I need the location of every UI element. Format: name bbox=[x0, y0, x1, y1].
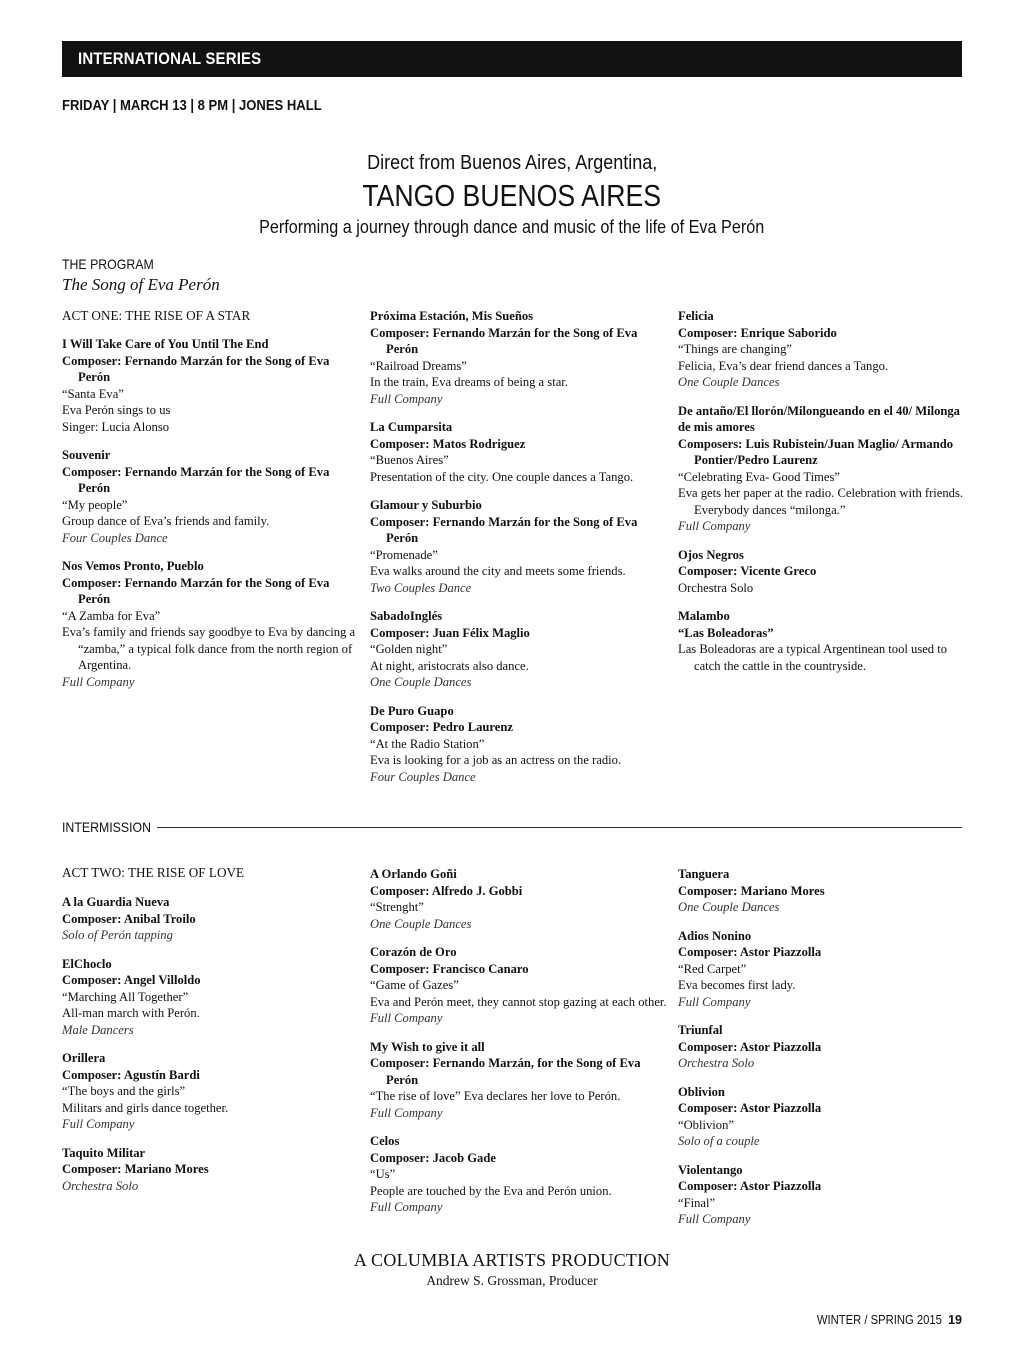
piece-description: “The rise of love” Eva declares her love to Perón. bbox=[370, 1089, 621, 1103]
piece-description: “Santa Eva” bbox=[62, 386, 124, 401]
piece-description: People are touched by the Eva and Perón union. bbox=[370, 1183, 612, 1198]
piece-performers: Full Company bbox=[678, 994, 751, 1009]
piece-title: A Orlando Goñi bbox=[370, 867, 457, 881]
piece-performers: One Couple Dances bbox=[370, 675, 472, 689]
act2-col1 bbox=[62, 894, 362, 1206]
piece-composer: Composer: Astor Piazzolla bbox=[678, 1101, 822, 1115]
piece-composer: Composer: Mariano Mores bbox=[62, 1162, 209, 1176]
piece-description: Orchestra Solo bbox=[678, 580, 754, 595]
piece-description: “Things are changing” bbox=[678, 342, 792, 356]
piece-performers: One Couple Dances bbox=[678, 375, 780, 389]
series-label: INTERNATIONAL SERIES bbox=[78, 49, 262, 68]
page-subtitle bbox=[0, 217, 1024, 238]
piece-description: “Celebrating Eva- Good Times” bbox=[678, 469, 840, 484]
piece-description: “Golden night” bbox=[370, 642, 448, 656]
piece-description: “Oblivion” bbox=[678, 1117, 734, 1132]
piece-composer: Composer: Alfredo J. Gobbi bbox=[370, 883, 523, 898]
act-two-heading: ACT TWO: THE RISE OF LOVE bbox=[62, 865, 245, 880]
program-piece bbox=[62, 1050, 362, 1133]
piece-description: Eva walks around the city and meets some friends. bbox=[370, 564, 626, 578]
piece-description: Militars and girls dance together. bbox=[62, 1100, 229, 1115]
program-piece bbox=[678, 928, 978, 1011]
program-label: THE PROGRAM bbox=[62, 256, 154, 272]
piece-description: Presentation of the city. One couple dances a Tango. bbox=[370, 469, 634, 484]
piece-composer: “Las Boleadoras” bbox=[678, 625, 774, 640]
piece-composer: Composer: Enrique Saborido bbox=[678, 325, 837, 340]
page-number: 19 bbox=[948, 1313, 962, 1327]
piece-title: Adios Nonino bbox=[678, 928, 752, 943]
piece-title: Malambo bbox=[678, 609, 730, 623]
piece-description: “My people” bbox=[62, 497, 128, 512]
event-dateline: FRIDAY | MARCH 13 | 8 PM | JONES HALL bbox=[62, 98, 322, 114]
piece-description: “Strenght” bbox=[370, 900, 424, 914]
page-footer bbox=[803, 1313, 962, 1327]
program-piece bbox=[370, 866, 670, 932]
piece-composer: Composer: Astor Piazzolla bbox=[678, 945, 822, 959]
title-pre bbox=[0, 152, 1024, 175]
program-piece bbox=[62, 956, 362, 1039]
piece-title: De Puro Guapo bbox=[370, 703, 454, 718]
piece-composer: Composer: Francisco Canaro bbox=[370, 961, 529, 976]
program-piece bbox=[370, 308, 670, 407]
piece-composer: Composer: Anibal Troilo bbox=[62, 911, 196, 926]
program-piece bbox=[678, 547, 968, 597]
act1-col2 bbox=[370, 308, 670, 797]
intermission-divider bbox=[62, 819, 962, 837]
act2-col3 bbox=[678, 866, 978, 1240]
piece-composer: Composer: Jacob Gade bbox=[370, 1150, 496, 1165]
piece-performers: Full Company bbox=[370, 1011, 443, 1025]
act2-col2 bbox=[370, 866, 670, 1228]
piece-description: “Promenade” bbox=[370, 547, 438, 562]
piece-composer: Composer: Fernando Marzán for the Song of Eva Perón bbox=[370, 514, 638, 545]
piece-description: “Final” bbox=[678, 1195, 716, 1210]
piece-title: Oblivion bbox=[678, 1084, 725, 1099]
program-piece bbox=[370, 944, 670, 1027]
piece-composer: Composer: Pedro Laurenz bbox=[370, 720, 513, 734]
piece-description: At night, aristocrats also dance. bbox=[370, 658, 529, 673]
program-piece bbox=[62, 894, 362, 944]
piece-title: Triunfal bbox=[678, 1023, 723, 1037]
piece-title: Taquito Militar bbox=[62, 1145, 146, 1160]
piece-description: All-man march with Perón. bbox=[62, 1006, 200, 1020]
piece-description: Las Boleadoras are a typical Argentinean tool used to catch the cattle in the countryside. bbox=[678, 642, 948, 673]
page-title bbox=[0, 178, 1024, 214]
piece-performers: Two Couples Dance bbox=[370, 580, 472, 595]
piece-composer: Composer: Juan Félix Maglio bbox=[370, 625, 530, 640]
piece-performers: Four Couples Dance bbox=[62, 530, 168, 545]
intermission-rule bbox=[157, 827, 962, 828]
page-subtitle-text: Performing a journey through dance and music of the life of Eva Perón bbox=[259, 217, 765, 237]
act1-col3 bbox=[678, 308, 968, 686]
piece-composer: Composer: Vicente Greco bbox=[678, 564, 817, 578]
series-banner bbox=[62, 41, 962, 77]
program-piece bbox=[62, 336, 362, 435]
piece-title: Souvenir bbox=[62, 448, 111, 462]
program-piece bbox=[678, 1022, 978, 1072]
piece-performers: Solo of a couple bbox=[678, 1134, 760, 1148]
piece-title: De antaño/El llorón/Milongueando en el 40/ Milonga de mis amores bbox=[678, 403, 960, 434]
piece-composer: Composer: Astor Piazzolla bbox=[678, 1039, 822, 1054]
piece-performers: Male Dancers bbox=[62, 1022, 134, 1037]
piece-composer: Composer: Agustín Bardi bbox=[62, 1067, 200, 1082]
program-piece bbox=[678, 1084, 978, 1150]
piece-description: “At the Radio Station” bbox=[370, 736, 485, 751]
piece-description: Eva becomes first lady. bbox=[678, 978, 796, 992]
program-piece bbox=[370, 419, 670, 485]
piece-performers: Full Company bbox=[62, 1117, 135, 1131]
program-piece bbox=[370, 608, 670, 691]
piece-description: Eva and Perón meet, they cannot stop gazing at each other. bbox=[370, 994, 667, 1009]
program-piece bbox=[370, 1133, 670, 1216]
program-piece bbox=[678, 608, 968, 674]
producer-credit: Andrew S. Grossman, Producer bbox=[426, 1273, 598, 1288]
piece-performers: Full Company bbox=[678, 1212, 751, 1226]
piece-composer: Composer: Fernando Marzán, for the Song of Eva Perón bbox=[370, 1056, 641, 1087]
piece-performers: Full Company bbox=[678, 519, 751, 533]
program-piece bbox=[678, 866, 978, 916]
piece-composer: Composer: Mariano Mores bbox=[678, 883, 825, 898]
piece-description: “Red Carpet” bbox=[678, 961, 747, 976]
piece-description: “Marching All Together” bbox=[62, 989, 189, 1004]
piece-title: A la Guardia Nueva bbox=[62, 895, 170, 909]
piece-description: “A Zamba for Eva” bbox=[62, 608, 161, 623]
piece-composer: Composer: Angel Villoldo bbox=[62, 973, 201, 987]
piece-performers: Full Company bbox=[370, 1105, 443, 1120]
program-piece bbox=[62, 558, 362, 690]
piece-composer: Composer: Fernando Marzán for the Song of Eva Perón bbox=[62, 575, 330, 606]
piece-description: “The boys and the girls” bbox=[62, 1084, 186, 1098]
piece-composer: Composer: Fernando Marzán for the Song of Eva Perón bbox=[62, 353, 330, 384]
piece-performers: Full Company bbox=[370, 391, 443, 406]
piece-title: ElChoclo bbox=[62, 956, 112, 971]
piece-performers: One Couple Dances bbox=[678, 900, 780, 914]
piece-composer: Composer: Matos Rodriguez bbox=[370, 436, 526, 451]
program-piece bbox=[62, 1145, 362, 1195]
piece-title: Violentango bbox=[678, 1162, 743, 1177]
piece-performers: One Couple Dances bbox=[370, 916, 472, 931]
piece-description: Group dance of Eva’s friends and family. bbox=[62, 514, 270, 528]
program-piece bbox=[678, 403, 968, 535]
piece-performers: Solo of Perón tapping bbox=[62, 928, 173, 942]
piece-description: Felicia, Eva’s dear friend dances a Tango. bbox=[678, 358, 889, 373]
piece-description: Eva’s family and friends say goodbye to Eva by dancing a “zamba,” a typical folk dance from the north region of Argentina. bbox=[62, 625, 356, 672]
piece-title: Corazón de Oro bbox=[370, 945, 457, 959]
piece-title: Celos bbox=[370, 1134, 400, 1148]
piece-title: Nos Vemos Pronto, Pueblo bbox=[62, 559, 204, 573]
production-credit: A COLUMBIA ARTISTS PRODUCTION bbox=[353, 1250, 671, 1270]
piece-title: Tanguera bbox=[678, 867, 730, 881]
piece-description: Eva is looking for a job as an actress on the radio. bbox=[370, 753, 622, 767]
piece-title: SabadoInglés bbox=[370, 609, 443, 623]
piece-title: La Cumparsita bbox=[370, 420, 453, 434]
piece-description: “Railroad Dreams” bbox=[370, 358, 467, 373]
piece-composer: Composer: Astor Piazzolla bbox=[678, 1179, 822, 1193]
program-piece bbox=[678, 1162, 978, 1228]
piece-title: Glamour y Suburbio bbox=[370, 498, 482, 512]
piece-performers: Orchestra Solo bbox=[678, 1056, 755, 1070]
piece-title: Felicia bbox=[678, 309, 714, 323]
season-label: WINTER / SPRING 2015 bbox=[817, 1313, 943, 1327]
act-one-heading: ACT ONE: THE RISE OF A STAR bbox=[62, 308, 251, 323]
piece-description: In the train, Eva dreams of being a star. bbox=[370, 375, 568, 389]
program-name: The Song of Eva Perón bbox=[62, 275, 220, 294]
program-piece bbox=[62, 447, 362, 546]
piece-performers: Full Company bbox=[370, 1200, 443, 1214]
piece-performers: Orchestra Solo bbox=[62, 1178, 139, 1193]
intermission-label: INTERMISSION bbox=[62, 819, 151, 835]
program-piece bbox=[678, 308, 968, 391]
piece-title: Ojos Negros bbox=[678, 547, 744, 562]
piece-description: “Us” bbox=[370, 1167, 396, 1181]
program-piece bbox=[370, 703, 670, 786]
piece-description: “Buenos Aires” bbox=[370, 453, 449, 467]
piece-description: Eva gets her paper at the radio. Celebration with friends. Everybody dances “milonga.” bbox=[678, 486, 964, 517]
program-piece bbox=[370, 497, 670, 596]
act1-col1 bbox=[62, 336, 362, 702]
piece-title: My Wish to give it all bbox=[370, 1039, 485, 1054]
piece-description: Singer: Lucia Alonso bbox=[62, 419, 170, 434]
piece-composer: Composers: Luis Rubistein/Juan Maglio/ Armando Pontier/Pedro Laurenz bbox=[678, 436, 954, 467]
program-piece bbox=[370, 1039, 670, 1122]
piece-title: Próxima Estación, Mis Sueños bbox=[370, 309, 534, 323]
piece-description: Eva Perón sings to us bbox=[62, 403, 171, 417]
title-pre-text: Direct from Buenos Aires, Argentina, bbox=[366, 152, 658, 174]
piece-performers: Full Company bbox=[62, 674, 135, 689]
piece-title: Orillera bbox=[62, 1051, 106, 1065]
piece-composer: Composer: Fernando Marzán for the Song of Eva Perón bbox=[370, 325, 638, 356]
piece-composer: Composer: Fernando Marzán for the Song of Eva Perón bbox=[62, 464, 330, 495]
page-title-text: TANGO BUENOS AIRES bbox=[362, 178, 662, 213]
piece-title: I Will Take Care of You Until The End bbox=[62, 337, 269, 351]
piece-description: “Game of Gazes” bbox=[370, 978, 459, 992]
piece-performers: Four Couples Dance bbox=[370, 769, 476, 784]
